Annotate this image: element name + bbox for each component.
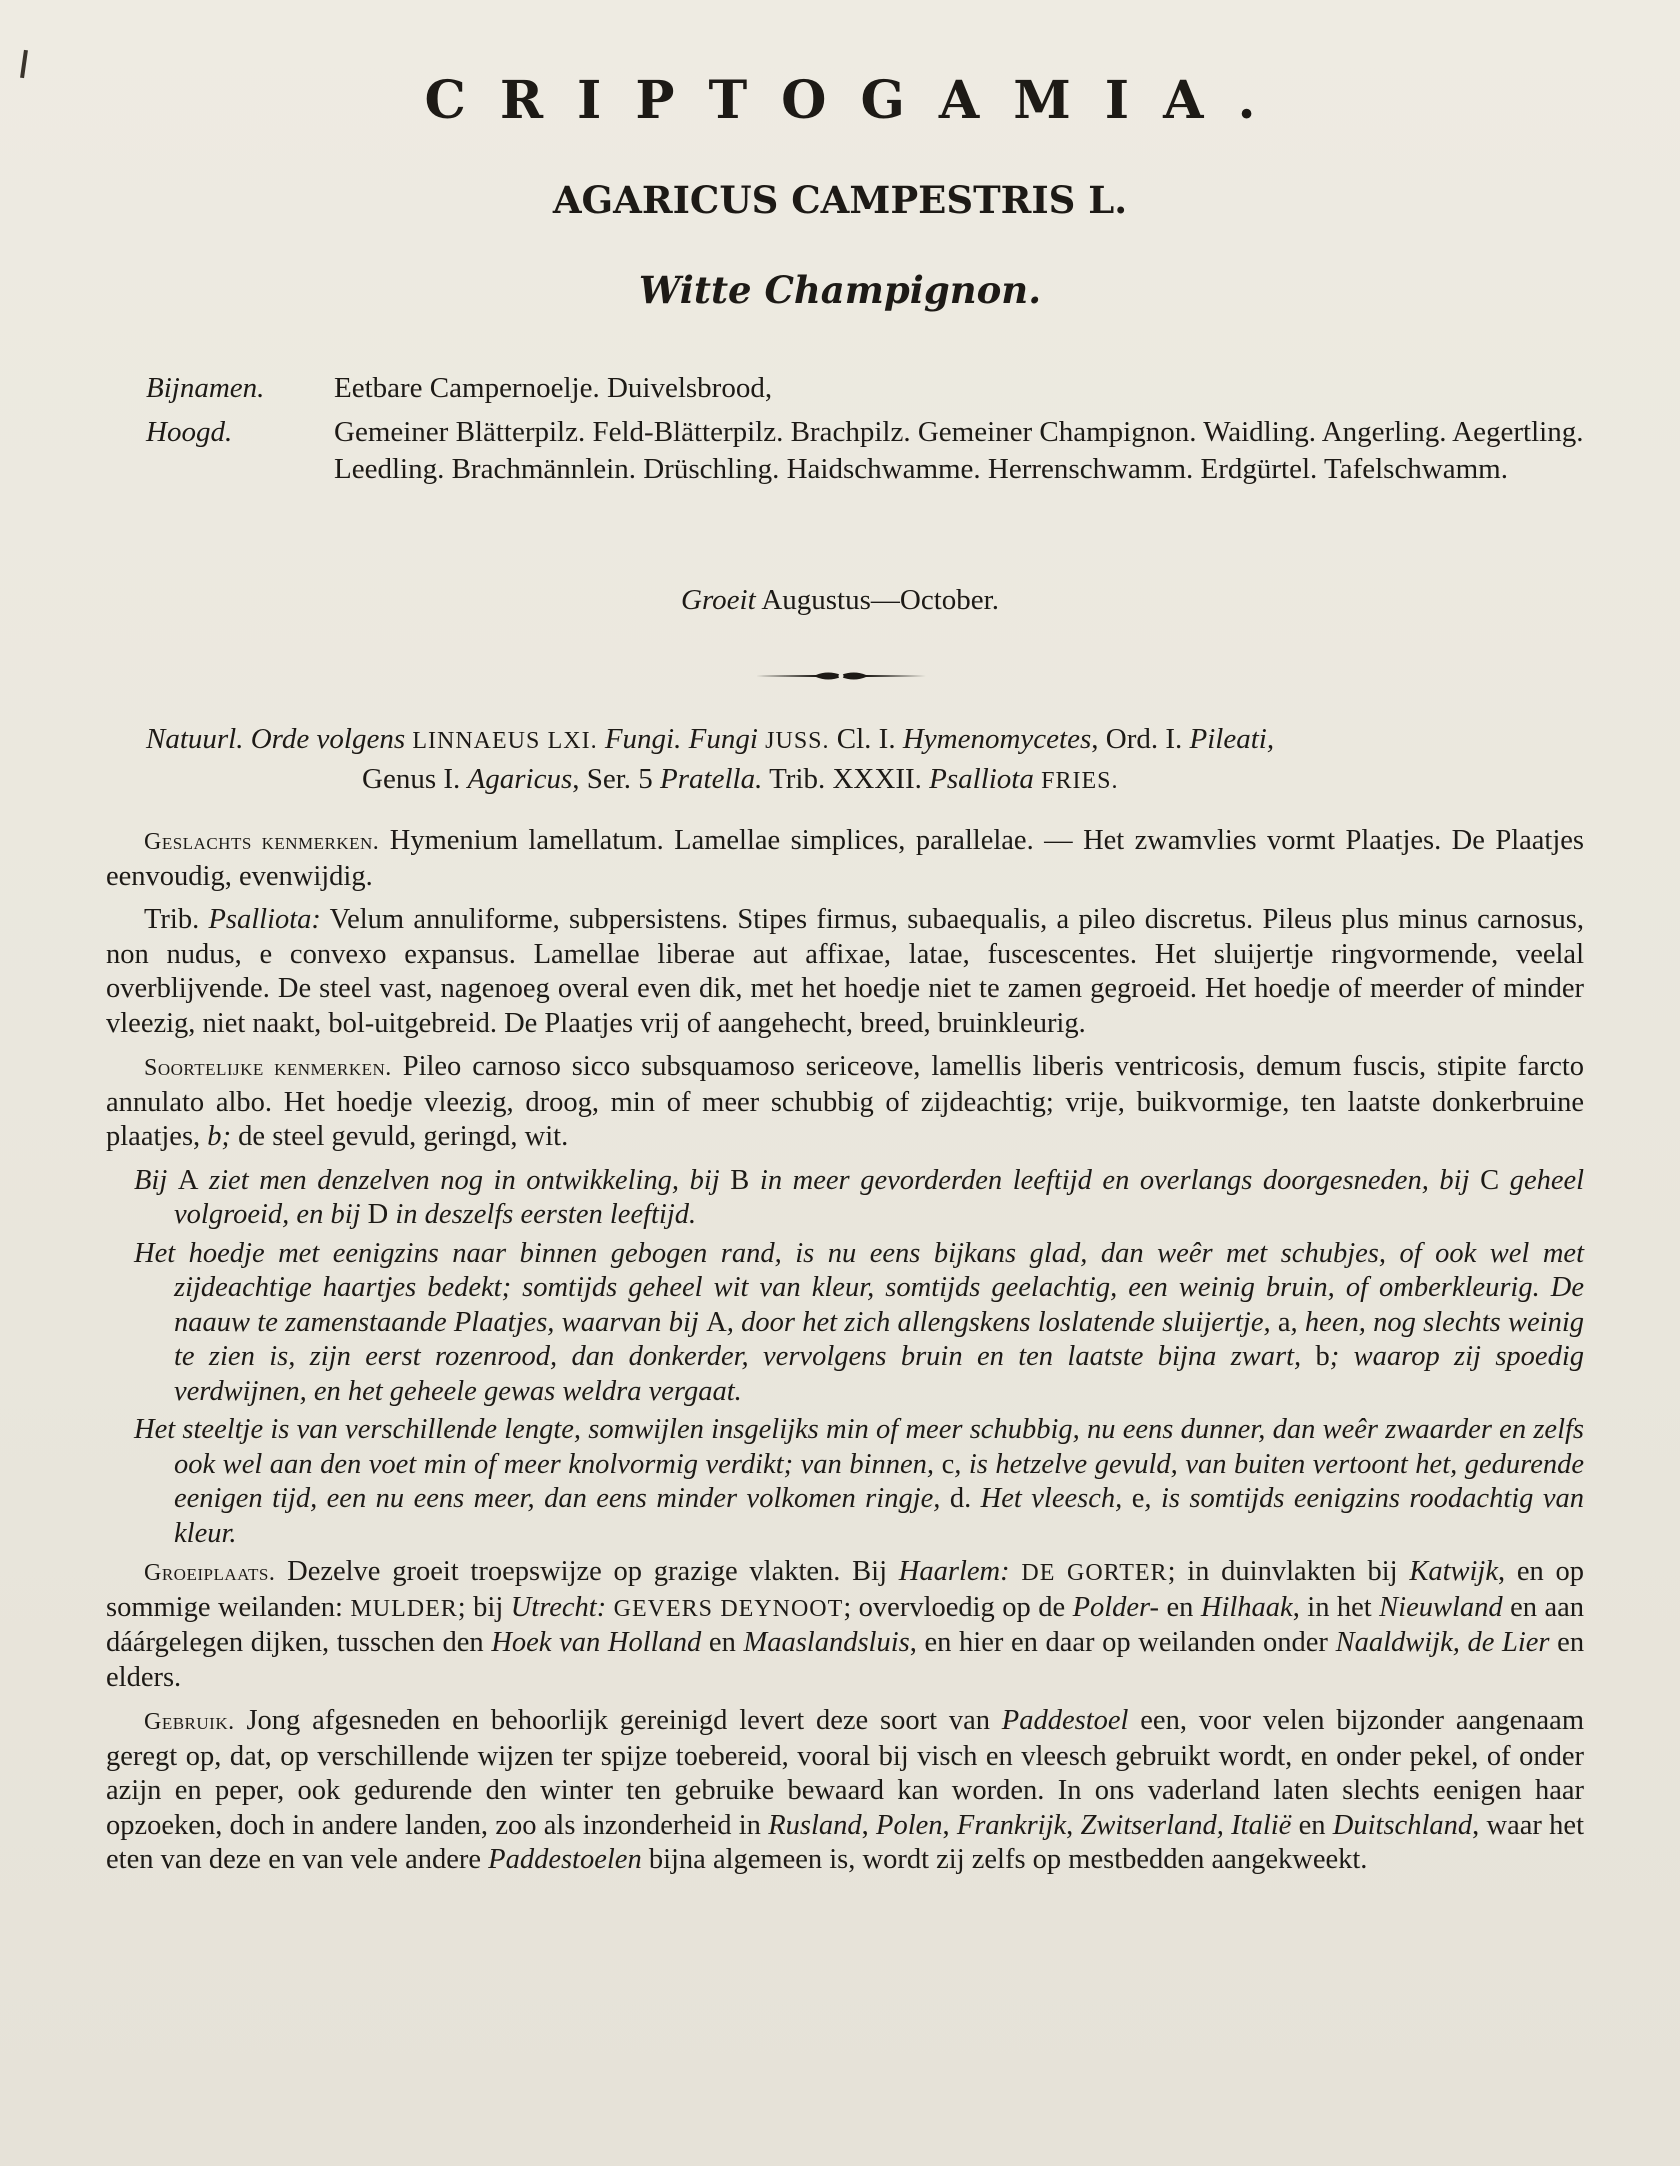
note-3 (106, 1413, 1584, 1551)
n2-d: ; waarop zij spoedig verdwijnen, en het geheele gewas weldra vergaat. (174, 1341, 1584, 1407)
psalliota: Psalliota (929, 763, 1034, 795)
pileati: Pileati, (1189, 723, 1275, 755)
n3-e: Het vleesch, (980, 1483, 1123, 1514)
main-text (106, 824, 1584, 1887)
n3-b: , is hetzelve gevuld, van buiten vertoont het, gedurende eenigen tijd, een nu eens meer, dan eens minder volkomen ringje, (174, 1448, 1584, 1514)
gb-italie: Italië (1231, 1809, 1292, 1841)
n1-a: Bij (134, 1164, 168, 1196)
gb-frankrijk: Frankrijk (956, 1809, 1067, 1841)
soortelijke-text-2: de steel gevuld, geringd, wit. (238, 1121, 569, 1152)
fungi-2: Fungi (688, 723, 758, 755)
gp-c: , en op sommige weilanden: (106, 1556, 1585, 1623)
class-label: Cl. I. (836, 723, 896, 755)
geslachts-paragraph (106, 824, 1584, 894)
n1-D: D (367, 1199, 389, 1230)
groeit-label: Groeit (681, 584, 756, 616)
geslachts-heading: Geslachts kenmerken. (144, 829, 380, 855)
gp-degorter: DE GORTER (1021, 1560, 1168, 1586)
soortelijke-text-1: Pileo carnoso sicco subsquamoso sericeove, lamellis liberis ventricosis, demum fuscis, stipite farcto annulato albo. Het hoedje vleezig, droog, min of meer schubbig of zijdeachtig; vrije, buikvormige, ten laatste donkerbruine plaatjes, (106, 1051, 1585, 1152)
gp-k: en elders. (106, 1627, 1585, 1693)
gb-d: , (942, 1809, 950, 1841)
trib-psalliota: Psalliota: (208, 904, 321, 935)
gp-d: ; bij (457, 1591, 504, 1623)
gb-polen: Polen (876, 1809, 943, 1841)
gebruik-paragraph (106, 1704, 1584, 1878)
gp-haarlem: Haarlem: (898, 1556, 1010, 1587)
groeiplaats-paragraph (106, 1555, 1584, 1695)
soortelijke-paragraph (106, 1050, 1584, 1155)
orde-number: LXI. (547, 728, 598, 754)
trib-prefix: Trib. (144, 904, 200, 935)
gp-b: ; in duinvlakten bij (1167, 1556, 1398, 1587)
soortelijke-b: b; (207, 1121, 232, 1152)
gb-paddestoel: Paddestoel (1001, 1705, 1129, 1736)
hoogd-label: Hoogd. (146, 416, 233, 448)
gb-h: bijna algemeen is, wordt zij zelfs op mestbedden aangekweekt. (648, 1844, 1368, 1875)
n2-A: A (706, 1306, 727, 1338)
soortelijke-heading: Soortelijke kenmerken. (144, 1055, 392, 1081)
gp-maaslandsluis: Maaslandsluis (743, 1627, 910, 1658)
page-title: CRIPTOGAMIA. (424, 70, 1290, 131)
gp-e: ; overvloedig op de (843, 1591, 1066, 1623)
gp-hilhaak: Hilhaak (1200, 1591, 1293, 1623)
gb-f: en (1298, 1809, 1326, 1841)
trib-text: Velum annuliforme, subpersistens. Stipes firmus, subaequalis, a pileo discretus. Pileus plus minus carnosus, non nudus, e convexo expansus. Lamellae liberae aut affixae, latae, fuscescentes. Het sluijertje ringvormende, veelal overblijvende. De steel vast, nagenoeg overal even dik, met het hoedje niet te zamen gegroeid. Het hoedje of meerder of minder vleezig, niet naakt, bol-uitgebreid. De Plaatjes vrij of aangehecht, breed, bruinkleurig. (106, 904, 1584, 1039)
note-2 (106, 1237, 1584, 1410)
n3-a: Het steeltje is van verschillende lengte, somwijlen insgelijks min of meer schubbig, nu eens dunner, dan weêr zwaarder en zelfs ook wel aan den voet min of meer knolvormig verdikt; van binnen, (134, 1414, 1584, 1480)
gp-gevers: GEVERS DEYNOOT (613, 1595, 844, 1622)
gb-c: , (861, 1809, 869, 1841)
hoogd-value: Gemeiner Blätterpilz. Feld-Blätterpilz. Brachpilz. Gemeiner Champignon. Waidling. Angerling. Aegertling. Leedling. Brachmännlein. Drüschling. Haidschwamme. Herrenschwamm. Erdgürtel. Tafelschwamm. (334, 416, 1584, 485)
n2-c: , heen, nog slechts weinig te zien is, zijn eerst rozenrood, dan donkerder, vervolgens bruin en ten laatste bijna zwart, (174, 1306, 1584, 1372)
author-fries: FRIES. (1041, 768, 1119, 794)
n1-c: in meer gevorderden leeftijd en overlangs doorgesneden, bij (759, 1164, 1470, 1196)
n1-A: A (177, 1164, 199, 1196)
note-1 (106, 1164, 1584, 1233)
n2-b2: b (1315, 1341, 1330, 1372)
ornament-divider-icon (756, 666, 926, 686)
genus-agaricus: Agaricus (467, 763, 573, 795)
n1-B: B (730, 1164, 750, 1196)
gb-rusland: Rusland (768, 1809, 862, 1841)
gp-nieuwland: Nieuwland (1379, 1591, 1503, 1623)
gp-g: , in het (1292, 1591, 1372, 1623)
gp-j: , en hier en daar op weilanden onder (909, 1627, 1328, 1658)
geslachts-text: Hymenium lamellatum. Lamellae simplices, parallelae. — Het zwamvlies vormt Plaatjes. De Plaatjes eenvoudig, evenwijdig. (106, 825, 1584, 892)
gp-f: en (1166, 1591, 1194, 1623)
gp-h: en aan dáárgelegen dijken, tusschen den (106, 1591, 1585, 1658)
gb-g: , waar het eten van deze en van vele andere (106, 1809, 1584, 1875)
n1-b: ziet men denzelven nog in ontwikkeling, bij (209, 1164, 720, 1196)
n3-e2: e (1131, 1483, 1145, 1514)
gp-i: en (708, 1627, 736, 1658)
n2-a: Het hoedje met eenigzins naar binnen gebogen rand, is nu eens bijkans glad, dan weêr met schubjes, of ook wel met zijdeachtige haartjes bedekt; somtijds geheel wit van kleur, somtijds geelachtig, een weinig bruin, of omberkleurig. De naauw te zamenstaande Plaatjes, waarvan bij (134, 1237, 1584, 1338)
pratella: Pratella. (660, 763, 763, 795)
gb-duitschland: Duitschland (1332, 1809, 1473, 1841)
gp-naaldwijk: Naaldwijk, de Lier (1335, 1627, 1550, 1658)
genus-label: Genus I. (362, 763, 461, 795)
gp-katwijk: Katwijk (1409, 1556, 1499, 1587)
fungi-1: Fungi. (604, 723, 682, 755)
gb-e: , (1066, 1809, 1074, 1841)
bijnamen-value: Eetbare Campernoelje. Duivelsbrood, (334, 372, 773, 404)
growth-period (0, 584, 1680, 617)
n2-a2: a (1277, 1306, 1291, 1338)
groeit-value: Augustus—October. (761, 584, 999, 616)
classification-line-2 (146, 760, 1586, 800)
hymenomycetes: Hymenomycetes (902, 723, 1092, 755)
bijnamen-label: Bijnamen. (146, 372, 265, 404)
gp-utrecht: Utrecht: (510, 1591, 607, 1623)
gb-zwitserland: Zwitserland, (1080, 1809, 1224, 1841)
gb-b: een, voor velen bijzonder aangenaam geregt op, dat, op verschillende wijzen ter spijze toebereid, vooral bij visch en vleesch gebruikt wordt, en onder pekel, of onder azijn en peper, ook gedurende den winter ten gebruike bewaard kan worden. In ons vaderland laten slechts eenigen haar opzoeken, doch in andere landen, zoo als inzonderheid in (106, 1705, 1584, 1841)
species-name: AGARICUS CAMPESTRIS L. (552, 178, 1128, 222)
gp-polder: Polder- (1072, 1591, 1160, 1623)
author-juss: JUSS. (765, 728, 830, 754)
ser-label: , Ser. 5 (572, 763, 653, 795)
gp-hoek: Hoek van Holland (491, 1627, 702, 1658)
gb-paddestoelen: Paddestoelen (488, 1844, 642, 1875)
ord-label: , Ord. I. (1091, 723, 1183, 755)
n1-e: in deszelfs eersten leeftijd. (395, 1199, 697, 1230)
n3-d: d. (949, 1483, 972, 1514)
gp-a: Dezelve groeit troepswijze op grazige vlakten. Bij (287, 1556, 888, 1587)
trib-label: Trib. XXXII. (769, 763, 922, 795)
trib-paragraph (106, 903, 1584, 1041)
author-linnaeus: LINNAEUS (412, 728, 541, 754)
n2-b: , door het zich allengskens loslatende sluijertje, (726, 1306, 1271, 1338)
n1-d: geheel volgroeid, en bij (174, 1164, 1585, 1230)
n1-C: C (1480, 1164, 1500, 1196)
common-name: Witte Champignon. (638, 268, 1042, 312)
classification (146, 720, 1586, 800)
orde-text: Natuurl. Orde volgens (146, 723, 406, 755)
gb-a: Jong afgesneden en behoorlijk gereinigd levert deze soort van (246, 1705, 990, 1736)
n3-f: , is somtijds eenigzins roodachtig van kleur. (174, 1483, 1585, 1549)
n3-c: c (941, 1448, 955, 1480)
groeiplaats-heading: Groeiplaats. (144, 1560, 276, 1586)
gebruik-heading: Gebruik. (144, 1709, 235, 1735)
gp-mulder: MULDER (350, 1595, 458, 1622)
